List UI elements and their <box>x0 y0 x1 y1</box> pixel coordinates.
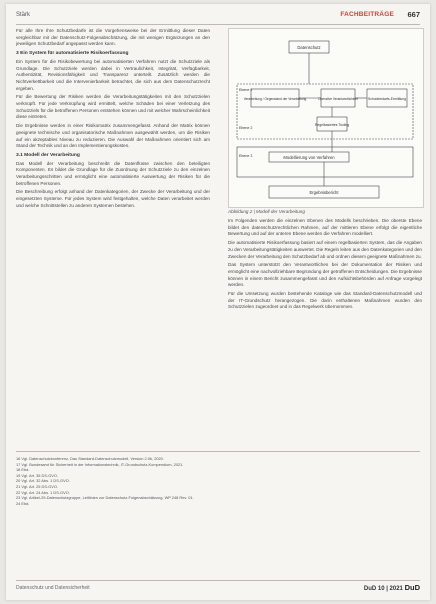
diagram-label-ebene-bottom: Ebene 3 <box>239 154 253 158</box>
footer-issue: DuD 10 | 2021 <box>363 586 403 592</box>
body-paragraph: Für alle Ihre Ihre Schutzbedarfe ist die Vorgehensweise bei der Ermittlung dieser Daten vergleichbar mit der Datenschutz-Folgenabschätzung, die mit wenigen Ergänzungen an den jeweiligen Schutzbedarf angepasst werden kann. <box>16 28 210 47</box>
footnote: 17 Vgl. Bundesamt für Sicherheit in der Informationstechnik, IT-Grundschutz-Kompendium, 2021. <box>16 461 184 467</box>
footer-journal: Datenschutz und Datensicherheit <box>16 585 90 591</box>
diagram-label-ebene-mid: Ebene 2 <box>239 126 253 130</box>
diagram-label-modell: Modellierung von Verfahren <box>283 155 335 160</box>
footnote: 24 Ebd. <box>16 500 30 506</box>
body-paragraph: Ein System für die Risikobewertung bei automatisierten Verfahren nutzt die Schutzziele als Grundlage. Die Schutzziele werden dabei in Vertraulichkeit, Integrität, Verfügbarkeit, Authentizität, Revisionsfähigkeit und Transparenz unterteilt. Zusätzlich werden die Nichtverkettbarkeit und die Intervenierbarkeit betrachtet, die sich aus dem Datenschutzrecht ergeben. <box>16 58 210 91</box>
diagram-label-ergebnis: Ergebnisbericht <box>309 190 339 195</box>
right-text-column <box>228 218 422 313</box>
footnote: 20 Vgl. Art. 32 Abs. 1 DS-GVO. <box>16 478 70 484</box>
process-diagram <box>228 28 424 208</box>
header-section-title: FACHBEITRÄGE <box>340 11 394 18</box>
header-page-number: 667 <box>407 10 420 19</box>
section-heading: 3.1 Modell der Verarbeitung <box>16 152 80 158</box>
diagram-label-operative: Operative Verantwortlichkeit <box>318 97 358 101</box>
body-paragraph: Die automatisierte Risikoerfassung basiert auf einem regelbasierten System, das die Angaben zu den Verarbeitungstätigkeiten auswertet. Die Regeln leiten aus den Datenkategorien und den Zwecken der Verarbeitung den Schutzbedarf ab und ordnen diesem geeignete Maßnahmen zu. <box>228 240 422 259</box>
left-text-column <box>16 28 210 212</box>
body-paragraph: Im Folgenden werden die einzelnen Ebenen des Modells beschrieben. Die oberste Ebene bildet den datenschutzrechtlichen Rahmen, auf der mittleren Ebene erfolgt die eigentliche Bewertung und auf der unteren Ebene werden die Verfahren modelliert. <box>228 218 422 237</box>
running-header <box>16 10 420 24</box>
header-rule <box>16 24 420 25</box>
footnote: 22 Vgl. Art. 24 Abs. 1 DS-GVO. <box>16 489 70 495</box>
body-paragraph: Das Modell der Verarbeitung beschreibt die Datenflüsse zwischen den beteiligten Komponenten. Es bildet die Grundlage für die Zuordnung der Schutzziele zu den einzelnen Verarbeitungsschritten und ermöglicht eine automatisierte Auswertung der Risiken für die betroffenen Personen. <box>16 160 210 186</box>
body-paragraph: Für die Umsetzung wurden bestehende Kataloge wie das Standard-Datenschutzmodell und der IT-Grundschutz herangezogen. Die darin enthaltenen Maßnahmen wurden den Schutzzielen zugeordnet und in das Regelwerk übernommen. <box>228 291 422 310</box>
footnote: 18 Ebd. <box>16 467 30 473</box>
diagram-label-schutzbedarf: Schutzbedarfs-Ermittlung <box>367 97 407 101</box>
diagram-label-datenschutz: Datenschutz <box>297 45 321 50</box>
footer-brand-logo: DuD <box>404 583 420 592</box>
footer-issue-brand <box>364 583 420 592</box>
header-author: Stärk <box>16 12 31 18</box>
figure-caption: Abbildung 2 | Modell der Verarbeitung <box>228 209 305 214</box>
footnote: 23 Vgl. Artikel-29-Datenschutzgruppe, Leitlinien zur Datenschutz-Folgenabschätzung, WP 248 Rev. 01. <box>16 495 194 501</box>
footnote-rule <box>16 451 420 452</box>
diagram-label-ebene-top: Ebene 1 <box>239 88 253 92</box>
document-page <box>6 4 430 600</box>
footer-rule <box>16 580 420 581</box>
body-paragraph: Das System unterstützt den Verantwortlichen bei der Dokumentation der Risiken und ermöglicht eine nachvollziehbare Begründung der getroffenen Entscheidungen. Die Ergebnisse können in einem Bericht zusammengefasst und den Aufsichtsbehörden auf Anfrage vorgelegt werden. <box>228 262 422 288</box>
body-paragraph: Die Beschreibung erfolgt anhand der Datenkategorien, der Zwecke der Verarbeitung und der eingesetzten Systeme. Für jedes System wird festgehalten, welche Daten verarbeitet werden und welche Schnittstellen zu anderen Systemen bestehen. <box>16 189 210 208</box>
body-paragraph: Für die Bewertung der Risiken werden die Verarbeitungstätigkeiten mit den Schutzzielen verknüpft. Für jede Verknüpfung wird ermittelt, welche Schäden bei einer Verletzung des Schutzziels für die betroffenen Personen entstehen können und mit welcher Wahrscheinlichkeit diese eintreten. <box>16 94 210 120</box>
body-paragraph: Die Ergebnisse werden in einer Risikomatrix zusammengefasst. Anhand der Matrix können geeignete technische und organisatorische Maßnahmen ausgewählt werden, um die Risiken auf ein akzeptables Niveau zu reduzieren. Die Auswahl der Maßnahmen orientiert sich am Stand der Technik und an den Implementierungskosten. <box>16 123 210 149</box>
diagram-label-regel: Regelbasiertes Tooling <box>314 123 350 127</box>
footnote: 19 Vgl. Art. 35 DS-GVO. <box>16 472 58 478</box>
diagram-svg <box>229 29 423 207</box>
footnote: 21 Vgl. Art. 25 DS-GVO. <box>16 483 58 489</box>
footnotes <box>16 456 420 506</box>
section-heading: 3 Ein System für automatisierte Risikoerfassung <box>16 51 129 57</box>
footnote: 16 Vgl. Datenschutzkonferenz, Das Standard-Datenschutzmodell, Version 2.0b, 2020. <box>16 456 164 461</box>
page-footer <box>16 582 420 594</box>
diagram-label-verarbeitung: Verarbeitung / Gegenstand der Verarbeitung <box>243 97 307 101</box>
